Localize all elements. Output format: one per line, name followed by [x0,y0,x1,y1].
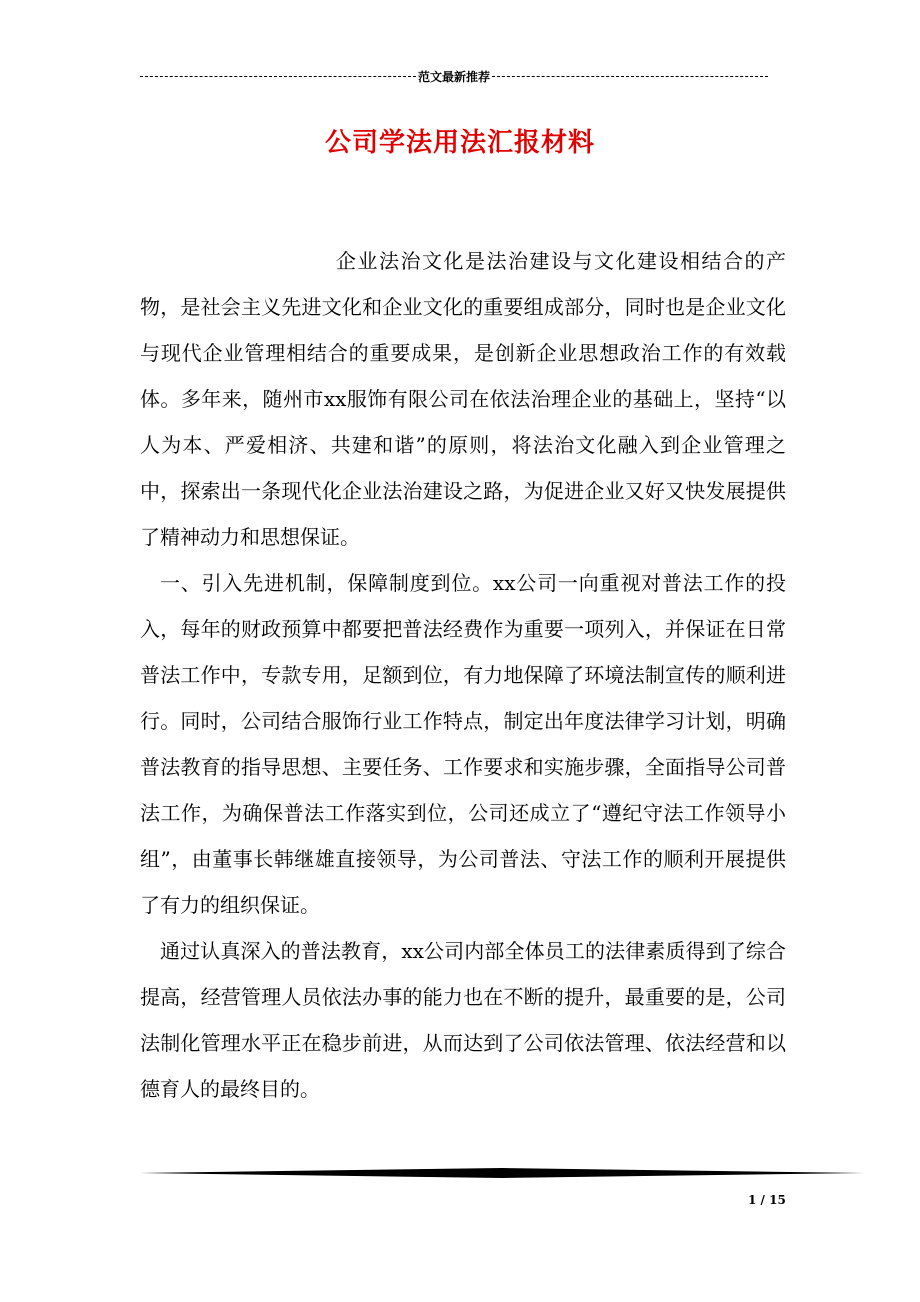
page-header [140,68,768,85]
paragraph-intro: 企业法治文化是法治建设与文化建设相结合的产物，是社会主义先进文化和企业文化的重要组成部分，同时也是企业文化与现代企业管理相结合的重要成果，是创新企业思想政治工作的有效载体。多年来，随州市xx服饰有限公司在依法治理企业的基础上，坚持“以人为本、严爱相济、共建和谐”的原则，将法治文化融入到企业管理之中，探索出一条现代化企业法治建设之路，为促进企业又好又快发展提供了精神动力和思想保证。 [140,249,786,549]
document-title: 公司学法用法汇报材料 [324,128,595,158]
footer-divider [140,1168,864,1178]
document-body [140,238,786,1112]
paragraph-section-one: 一、引入先进机制，保障制度到位。xx公司一向重视对普法工作的投入，每年的财政预算中都要把普法经费作为重要一项列入，并保证在日常普法工作中，专款专用，足额到位，有力地保障了环境法制宣传的顺利进行。同时，公司结合服饰行业工作特点，制定出年度法律学习计划，明确普法教育的指导思想、主要任务、工作要求和实施步骤，全面指导公司普法工作，为确保普法工作落实到位，公司还成立了“遵纪守法工作领导小组”，由董事长韩继雄直接领导，为公司普法、守法工作的顺利开展提供了有力的组织保证。 [140,571,786,917]
header-dash-right [492,76,768,77]
paragraph-conclusion: 通过认真深入的普法教育，xx公司内部全体员工的法律素质得到了综合提高，经营管理人员依法办事的能力也在不断的提升，最重要的是，公司法制化管理水平正在稳步前进，从而达到了公司依法管理、依法经营和以德育人的最终目的。 [140,939,786,1101]
page-number: 1 / 15 [748,1193,786,1207]
header-dash-left [140,76,416,77]
header-label: 范文最新推荐 [418,70,491,84]
